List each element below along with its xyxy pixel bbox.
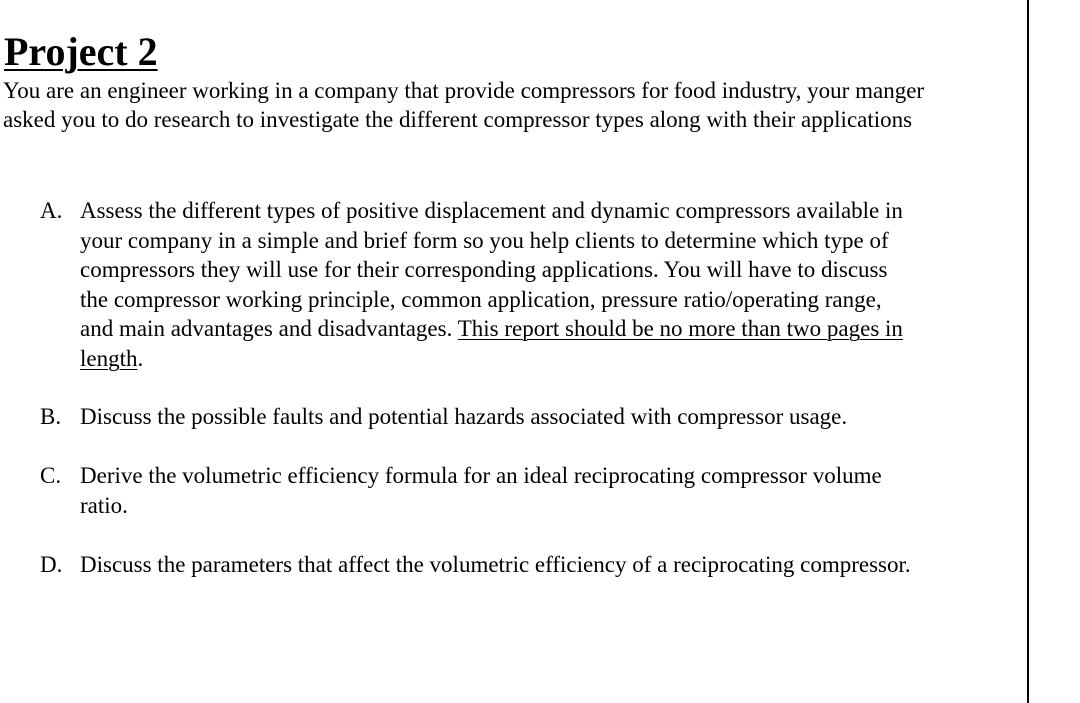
task-text: [80, 550, 1010, 580]
intro-paragraph: [3, 76, 1025, 134]
task-line: Assess the different types of positive displacement and dynamic compressors available in: [80, 198, 903, 223]
task-line: [80, 344, 1010, 374]
task-letter: B.: [40, 404, 62, 429]
document-title: Project 2: [4, 29, 158, 74]
intro-line: You are an engineer working in a company that provide compressors for food industry, your manger: [3, 78, 925, 103]
task-line-text: and main advantages and disadvantages.: [80, 316, 458, 341]
page-right-border: [1027, 0, 1029, 703]
page-limit-note-end: length: [80, 345, 138, 371]
task-line: Discuss the parameters that affect the volumetric efficiency of a reciprocating compressor.: [80, 552, 911, 577]
task-text: [80, 402, 1010, 432]
page-limit-note: This report should be no more than two pages in: [457, 316, 903, 341]
task-line: Discuss the possible faults and potential hazards associated with compressor usage.: [80, 404, 848, 429]
task-line-text: .: [137, 345, 144, 371]
intro-line: asked you to do research to investigate the different compressor types along with their applications: [3, 107, 913, 132]
task-line: [80, 314, 1010, 344]
task-line: Derive the volumetric efficiency formula for an ideal reciprocating compressor volume: [80, 463, 882, 488]
task-text: [80, 461, 1010, 520]
task-letter: C.: [40, 463, 62, 488]
task-letter: A.: [40, 198, 63, 223]
task-line: your company in a simple and brief form so you help clients to determine which type of: [80, 227, 889, 253]
task-line: ratio.: [80, 492, 128, 518]
task-line: the compressor working principle, common application, pressure ratio/operating range,: [80, 286, 882, 312]
task-text: [80, 196, 1010, 373]
task-letter: D.: [40, 552, 63, 577]
task-line: compressors they will use for their corresponding applications. You will have to discuss: [80, 257, 888, 282]
